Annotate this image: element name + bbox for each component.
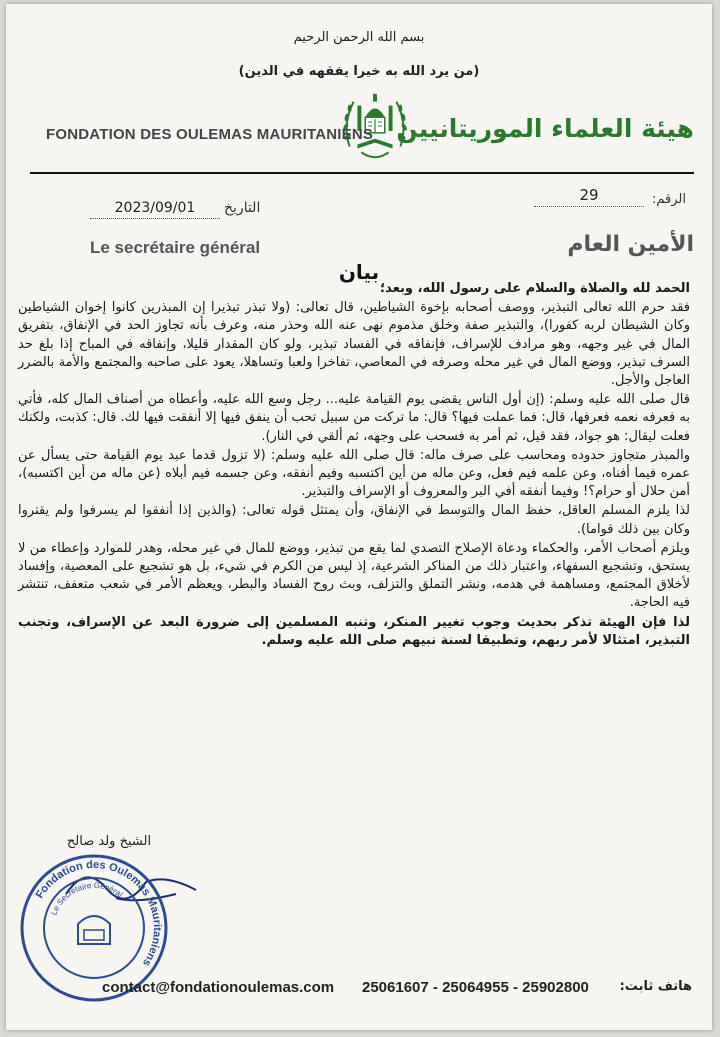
body-paragraph: لذا يلزم المسلم العاقل، حفظ المال والتوسط في الإنفاق، وأن يمتثل قوله تعالى: (والذين إذا أنفقوا لم يسرفوا ولم يقتروا وكان بين ذلك قواما). [18,503,690,537]
organization-name-ar: هيئة العلماء الموريتانيين [396,114,694,143]
signatory-name: الشيخ ولد صالح [66,834,152,849]
document-body [18,280,690,651]
secretary-general-fr: Le secrétaire général [90,238,261,257]
svg-text:Le Secrétaire Général [49,881,124,916]
stamp-outer-text: Fondation des Oulemas Mauritaniens [33,858,164,969]
document-title: بيان [338,260,380,284]
contact-email: contact@fondationoulemas.com [102,979,335,996]
secretary-general-ar: الأمين العام [567,232,694,257]
phone-label: هاتف ثابت: [619,979,692,994]
opening-line: الحمد لله والصلاة والسلام على رسول الله، وبعد؛ [379,281,690,296]
header-divider [30,172,694,174]
reference-number-value: 29 [534,186,644,207]
body-paragraph: ويلزم أصحاب الأمر، والحكماء ودعاة الإصلاح التصدي لما يقع من تبذير، ووضع للمال في غير محله، وهدر للموارد وإعطاء من لا يستحق، وتشجيع السفهاء، واعتبار ذلك من المناكر الشرعية، إذ ليس من الكرم في شيء، بل هو تشجيع على المعصية، وإفساد لأخلاق المجتمع، ومساهمة في هدمه، ونشر التملق والتزلف، وبث روح الفساد والبطر، ويعظم الأمر في شعب متعفف، تنتشر فيه الحاجة. [18,540,690,611]
organization-name-fr: FONDATION DES OULEMAS MAURITANIENS [46,126,374,143]
date-value: 2023/09/01 [90,200,220,219]
date-label: التاريخ [224,200,261,216]
stamp-inner-text: Le Secrétaire Général [49,880,125,917]
body-paragraph: قال صلى الله عليه وسلم: (إن أول الناس يقضى يوم القيامة عليه... رجل وسع الله عليه، وأعطاه من أصناف المال كله، فأتي به فعرفه نعمه فعرفها، قال: فما عملت فيها؟ قال: ما تركت من سبيل تحب أن ينفق فيها إلا أنفقت فيها لك. قال: كذبت، ولكنك فعلت ليقال: هو جواد، فقد قيل، ثم أمر به فسحب على وجهه، ثم ألقي في النار). [18,392,690,444]
body-paragraph: والمبذر متجاوز حدوده ومحاسب على صرف ماله: قال صلى الله عليه وسلم: (لا تزول قدما عبد يوم القيامة حتى يسأل عن عمره فيما أفناه، وعن علمه فيم فعل، وعن ماله من أين اكتسبه وفيم أنفقه، وعن جسمه فيم أبلاه (عن ماله من أين اكتسبه)، أمن حلال أو حرام؟! وفيما أنفقه أفي البر والمعروف أو الإسراف والتبذير. [18,447,690,500]
basmala: بسم الله الرحمن الرحيم [293,30,425,45]
closing-paragraph: لذا فإن الهيئة تذكر بحديث وجوب تغيير المنكر، وتنبه المسلمين إلى ضرورة البعد عن الإسراف، وتجنب التبذير، امتثالا لأمر ربهم، وتطبيقا لسنة نبيهم صلى الله عليه وسلم. [18,614,690,648]
reference-number-label: الرقم: [652,192,686,207]
header-hadith: (من يرد الله به خيرا يفقهه في الدين) [238,64,480,79]
document-page [6,4,712,1030]
contact-phones: 25061607 - 25064955 - 25902800 [362,979,589,996]
body-paragraph: فقد حرم الله تعالى التبذير، ووصف أصحابه بإخوة الشياطين، قال تعالى: (ولا تبذر تبذيرا إن المبذرين كانوا إخوان الشياطين وكان الشيطان لربه كفورا)، والتبذير صفة وخلق مذموم نهى عنه الله وحذر منه، وعرف بأنه تجاوز الحد في الإنفاق، بتفريق المال في غير وجهه، وهو مرادف للإسراف، فإنفاقه في الفساد تبذير، ولو كان المقدار قليلا، وإنفاقه في المباح إذا بلغ حد السرف تبذير، ووضع المال في غير محله وصرفه في المعاصي، تفاخرا ولعبا وتساهلا، يعود على صاحبه والمجتمع والأمة بالضرر العاجل والأجل. [18,300,690,389]
